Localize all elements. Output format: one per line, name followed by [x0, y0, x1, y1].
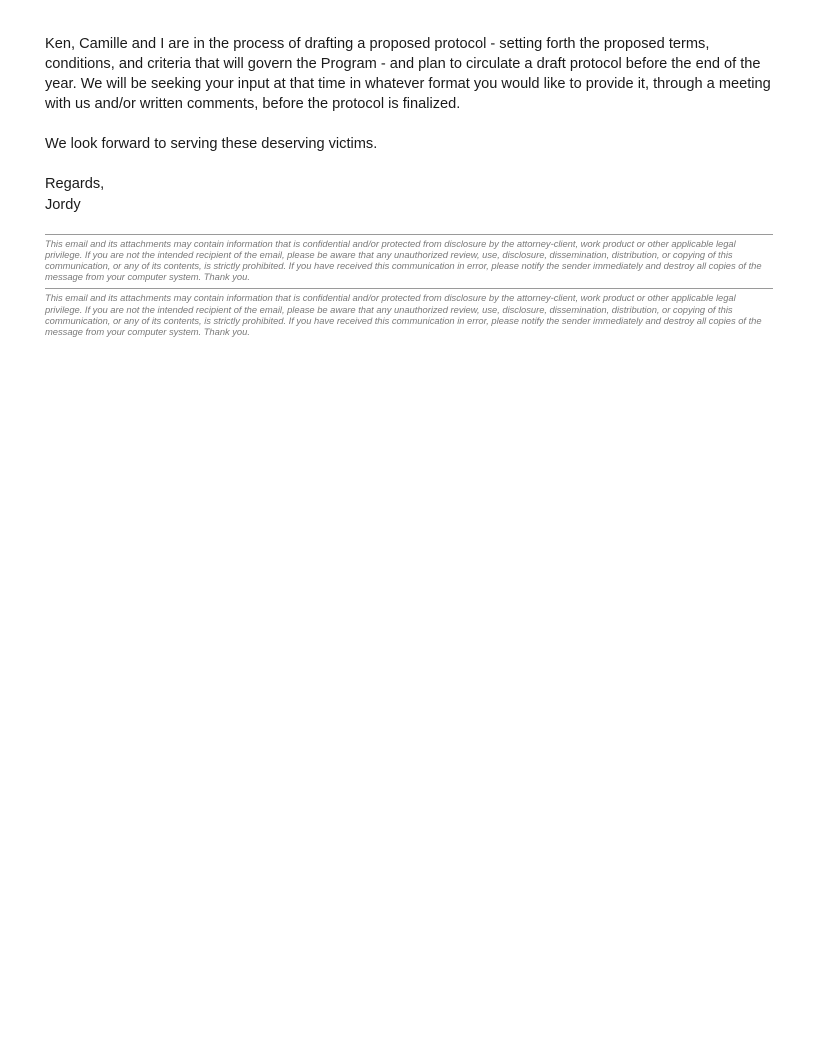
email-signature: Jordy [45, 196, 81, 213]
email-body [45, 34, 773, 337]
confidentiality-disclaimer: This email and its attachments may contain information that is confidential and/or protected from disclosure by the attorney-client, work product or other applicable legal privilege. If you are not the intended recipient of the email, please be aware that any unauthorized review, use, disclosure, dissemination, distribution, or copying of this communication, or any of its contents, is strictly prohibited. If you have received this communication in error, please notify the sender immediately and destroy all copies of the message from your computer system. Thank you. [45, 237, 762, 283]
email-paragraph-closing-remark: We look forward to serving these deserving victims. [45, 136, 378, 153]
email-closing: Regards, [45, 176, 105, 193]
confidentiality-disclaimer: This email and its attachments may contain information that is confidential and/or protected from disclosure by the attorney-client, work product or other applicable legal privilege. If you are not the intended recipient of the email, please be aware that any unauthorized review, use, disclosure, dissemination, distribution, or copying of this communication, or any of its contents, is strictly prohibited. If you have received this communication in error, please notify the sender immediately and destroy all copies of the message from your computer system. Thank you. [45, 292, 762, 338]
email-signoff [45, 174, 773, 214]
email-paragraph-protocol: Ken, Camille and I are in the process of drafting a proposed protocol - setting forth the proposed terms, conditions, and criteria that will govern the Program - and plan to circulate a draft protocol before the end of the year. We will be seeking your input at that time in whatever format you would like to provide it, through a meeting with us and/or written comments, before the protocol is finalized. [45, 36, 771, 113]
